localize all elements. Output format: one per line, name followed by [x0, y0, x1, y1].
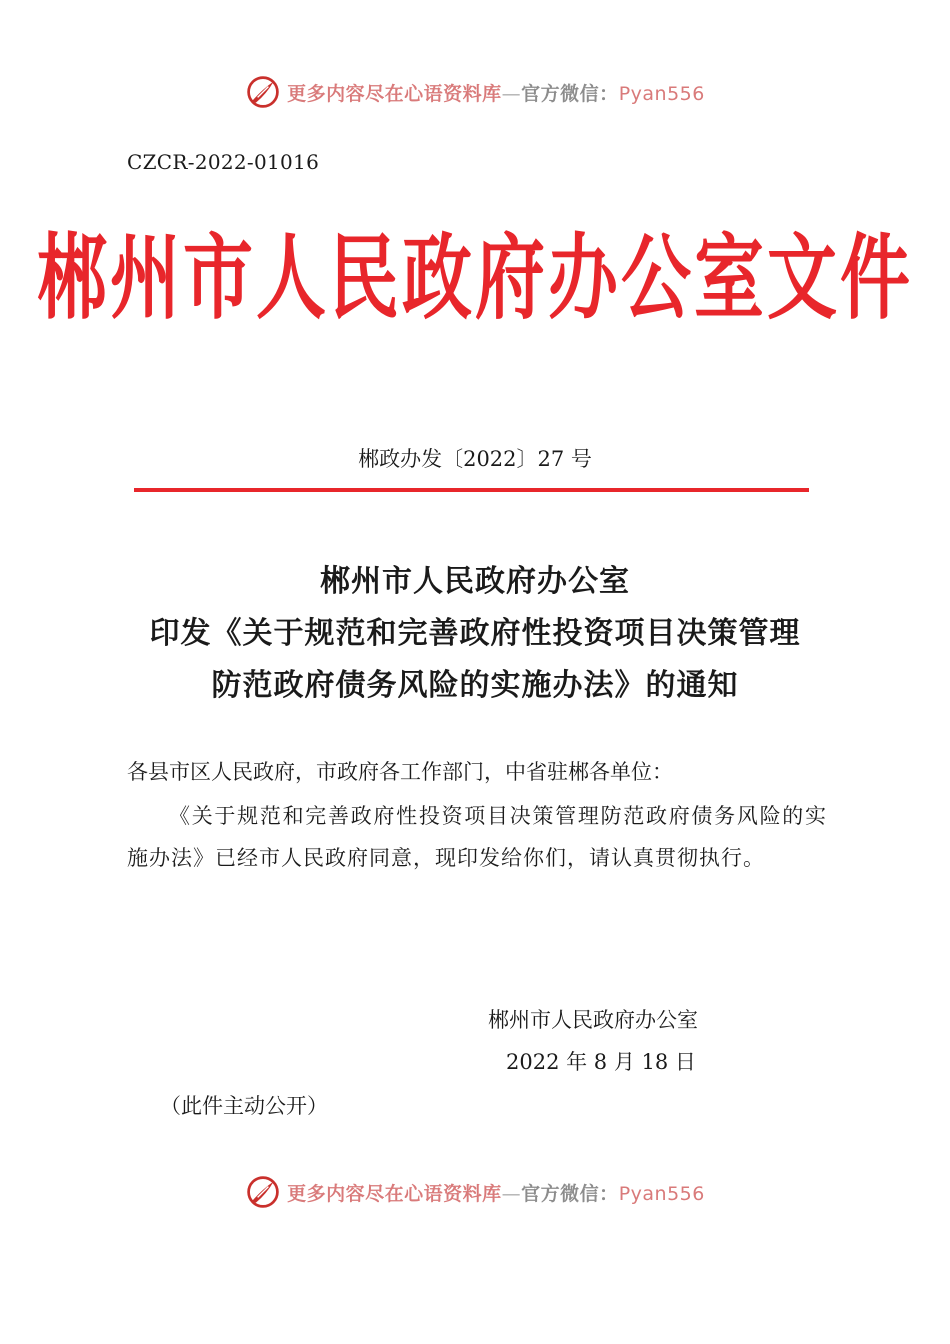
quill-logo-icon	[245, 74, 281, 110]
title-line: 郴州市人民政府办公室	[320, 564, 630, 599]
watermark-id: Pyan556	[618, 82, 705, 105]
title-line: 印发《关于规范和完善政府性投资项目决策管理	[149, 616, 801, 651]
document-title	[0, 556, 950, 712]
watermark-header	[0, 72, 950, 112]
signature-org: 郴州市人民政府办公室	[488, 1008, 698, 1032]
watermark-label: 官方微信：	[521, 82, 619, 105]
watermark-id: Pyan556	[618, 1182, 705, 1205]
publicity-note: （此件主动公开）	[160, 1094, 328, 1118]
document-number: 郴政办发〔2022〕27 号	[358, 447, 592, 471]
watermark-text	[287, 1179, 705, 1206]
quill-logo-icon	[245, 1174, 281, 1210]
body-paragraph: 《关于规范和完善政府性投资项目决策管理防范政府债务风险的实施办法》已经市人民政府同意，现印发给你们，请认真贯彻执行。	[127, 804, 827, 870]
signature-date: 2022 年 8 月 18 日	[506, 1050, 696, 1074]
watermark-footer	[0, 1172, 950, 1212]
watermark-main: 更多内容尽在心语资料库	[287, 82, 502, 105]
watermark-dash: —	[501, 1182, 522, 1205]
watermark-text	[287, 79, 705, 106]
masthead: 郴州市人民政府办公室文件	[37, 222, 913, 333]
watermark-label: 官方微信：	[521, 1182, 619, 1205]
watermark-main: 更多内容尽在心语资料库	[287, 1182, 502, 1205]
watermark-dash: —	[501, 82, 522, 105]
title-line: 防范政府债务风险的实施办法》的通知	[211, 668, 739, 703]
salutation: 各县市区人民政府，市政府各工作部门，中省驻郴各单位：	[127, 760, 673, 784]
document-code: CZCR-2022-01016	[127, 150, 320, 174]
red-divider	[134, 488, 809, 492]
